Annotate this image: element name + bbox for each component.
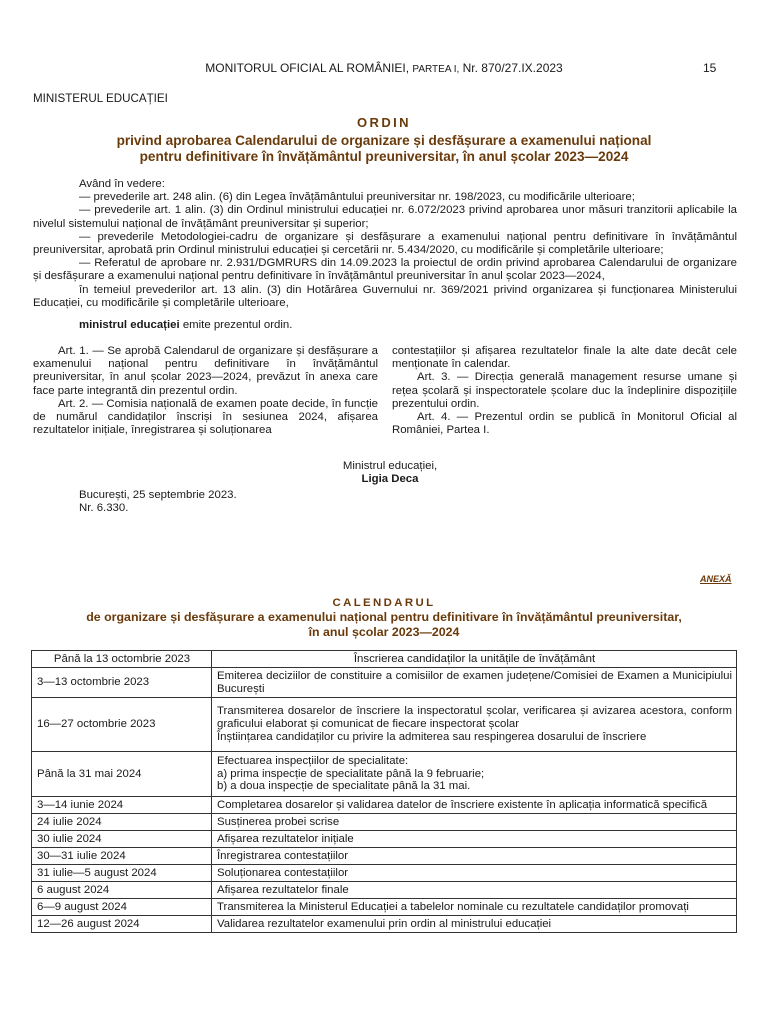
gazette-header — [0, 62, 768, 76]
calendar-date-cell: Până la 13 octombrie 2023 — [32, 651, 212, 668]
calendar-activity-cell — [212, 916, 737, 933]
calendar-date-cell: 24 iulie 2024 — [32, 814, 212, 831]
calendar-row — [32, 831, 737, 848]
calendar-activity-line: Transmiterea dosarelor de înscriere la inspectoratul școlar, verificarea și avizarea acestora, conform graficului elaborat și comunicat de fiecare inspectorat școlar — [217, 705, 732, 731]
articles-left-column — [33, 345, 378, 437]
calendar-row — [32, 668, 737, 698]
gazette-title: MONITORUL OFICIAL AL ROMÂNIEI, — [205, 61, 410, 75]
calendar-subtitle-line-2: în anul școlar 2023—2024 — [308, 624, 460, 639]
order-subtitle — [60, 133, 708, 165]
calendar-date-cell: 6 august 2024 — [32, 882, 212, 899]
calendar-date-cell: 3—14 iunie 2024 — [32, 797, 212, 814]
article-4: Art. 4. — Prezentul ordin se publică în Monitorul Oficial al României, Partea I. — [392, 411, 737, 437]
annex-label: ANEXĂ — [700, 574, 732, 584]
calendar-subtitle-line-1: de organizare și desfășurare a examenului național pentru definitivare în învățământul preuniversitar, — [86, 610, 682, 624]
calendar-row — [32, 865, 737, 882]
articles-right-column — [392, 345, 737, 437]
calendar-date-cell: 6—9 august 2024 — [32, 899, 212, 916]
calendar-activity-line: Înregistrarea contestațiilor — [217, 849, 349, 862]
calendar-activity-line: b) a doua inspecție de specialitate până la 31 mai. — [217, 780, 471, 793]
preamble-paragraph: Având în vedere: — [79, 178, 165, 190]
preamble-paragraph: — prevederile Metodologiei-cadru de organizare și desfășurare a examenului național pentru definitivare în învățământul preuniversitar, aprobată prin Ordinul ministrului educației și cercetării nr. 5.434/2020, cu modificările și completările ulterioare; — [33, 230, 737, 257]
preamble — [33, 178, 737, 310]
calendar-activity-line: Soluționarea contestațiilor — [217, 866, 349, 879]
calendar-activity-line: Validarea rezultatelor examenului prin ordin al ministrului educației — [217, 917, 552, 930]
calendar-activity-cell — [212, 848, 737, 865]
calendar-activity-cell — [212, 865, 737, 882]
calendar-row — [32, 899, 737, 916]
emits-subject: ministrul educației — [79, 319, 180, 331]
gazette-part: PARTEA I, — [412, 64, 460, 75]
calendar-activity-line: a) prima inspecție de specialitate până la 9 februarie; — [217, 767, 485, 780]
calendar-activity-line: Înștiințarea candidaților cu privire la admiterea sau respingerea dosarului de înscriere — [217, 730, 647, 743]
place-date-block — [79, 489, 237, 515]
calendar-activity-line: Înscrierea candidaților la unitățile de învățământ — [353, 652, 596, 665]
calendar-activity-cell — [212, 698, 737, 752]
preamble-paragraph: — prevederile art. 1 alin. (3) din Ordinul ministrului educației nr. 6.072/2023 privind aprobarea unor măsuri tranzitorii aplicabile la nivelul sistemului național de învățământ preuniversitar și superior; — [33, 204, 737, 230]
calendar-activity-line: Emiterea deciziilor de constituire a comisiilor de examen județene/Comisiei de Examen a Municipiului București — [217, 669, 732, 695]
calendar-row — [32, 752, 737, 797]
place-date: București, 25 septembrie 2023. — [79, 489, 237, 501]
calendar-activity-line: Completarea dosarelor și validarea datelor de înscriere existente în aplicația informatică specifică — [217, 798, 708, 811]
calendar-activity-line: Transmiterea la Ministerul Educației a tabelelor nominale cu rezultatele candidaților promovați — [217, 900, 689, 913]
calendar-activity-line: Susținerea probei scrise — [217, 815, 340, 828]
calendar-row — [32, 882, 737, 899]
calendar-date-cell: 3—13 octombrie 2023 — [32, 668, 212, 698]
emits-statement — [79, 319, 292, 332]
page-number: 15 — [703, 61, 717, 75]
gazette-issue: Nr. 870/27.IX.2023 — [462, 61, 563, 75]
calendar-title: CALENDARUL — [332, 597, 436, 609]
order-number: Nr. 6.330. — [79, 502, 129, 515]
calendar-activity-line: Afișarea rezultatelor inițiale — [217, 832, 354, 845]
calendar-activity-cell — [212, 797, 737, 814]
calendar-date-cell: 30 iulie 2024 — [32, 831, 212, 848]
order-subtitle-line-2: pentru definitivare în învățământul preuniversitar, în anul școlar 2023—2024 — [139, 149, 629, 164]
calendar-activity-cell — [212, 899, 737, 916]
emits-rest: emite prezentul ordin. — [179, 319, 293, 331]
calendar-activity-cell — [212, 668, 737, 698]
preamble-paragraph: — prevederile art. 248 alin. (6) din Legea învățământului preuniversitar nr. 198/2023, cu modificările ulterioare; — [79, 191, 635, 204]
calendar-date-cell: 16—27 octombrie 2023 — [32, 698, 212, 752]
calendar-activity-cell — [212, 814, 737, 831]
calendar-subtitle — [60, 610, 708, 639]
article-1: Art. 1. — Se aprobă Calendarul de organizare și desfășurare a examenului național pentru definitivare în învățământul preuniversitar, în anul școlar 2023—2024, prevăzut în anexa care face parte integrantă din prezentul ordin. — [33, 345, 378, 397]
calendar-activity-line: Efectuarea inspecțiilor de specialitate: — [217, 754, 409, 767]
order-subtitle-line-1: privind aprobarea Calendarului de organizare și desfășurare a examenului național — [116, 133, 652, 148]
preamble-paragraph: — Referatul de aprobare nr. 2.931/DGMRURS din 14.09.2023 la proiectul de ordin privind aprobarea Calendarului de organizare și desfășurare a examenului național pentru definitivare în învățământul preuniversitar în anul școlar 2023—2024, — [33, 257, 737, 283]
calendar-table — [31, 650, 737, 933]
calendar-activity-cell — [212, 651, 737, 668]
calendar-row — [32, 916, 737, 933]
article-2-continued: contestațiilor și afișarea rezultatelor finale la alte date decât cele menționate în calendar. — [392, 345, 737, 371]
calendar-date-cell: Până la 31 mai 2024 — [32, 752, 212, 797]
calendar-activity-cell — [212, 752, 737, 797]
signature-block — [0, 460, 768, 486]
calendar-row — [32, 797, 737, 814]
calendar-date-cell: 30—31 iulie 2024 — [32, 848, 212, 865]
calendar-activity-cell — [212, 882, 737, 899]
calendar-activity-line: Afișarea rezultatelor finale — [217, 883, 349, 896]
calendar-date-cell: 12—26 august 2024 — [32, 916, 212, 933]
issuer: MINISTERUL EDUCAȚIEI — [33, 92, 168, 105]
calendar-activity-cell — [212, 831, 737, 848]
calendar-date-cell: 31 iulie—5 august 2024 — [32, 865, 212, 882]
calendar-row — [32, 651, 737, 668]
article-3: Art. 3. — Direcția generală management resurse umane și rețea școlară și inspectoratele școlare duc la îndeplinire dispozițiile prezentului ordin. — [392, 371, 737, 410]
calendar-row — [32, 814, 737, 831]
order-title: ORDIN — [357, 115, 411, 130]
calendar-row — [32, 698, 737, 752]
calendar-row — [32, 848, 737, 865]
article-2: Art. 2. — Comisia națională de examen poate decide, în funcție de numărul candidaților înscriși în sesiunea 2024, afișarea rezultatelor inițiale, înregistrarea și soluționarea — [33, 397, 378, 437]
signature-name: Ligia Deca — [361, 473, 419, 486]
preamble-paragraph: în temeiul prevederilor art. 13 alin. (3) din Hotărârea Guvernului nr. 369/2021 privind organizarea și funcționarea Ministerului Educației, cu modificările și completările ulterioare, — [33, 283, 737, 309]
signature-role: Ministrul educației, — [342, 460, 438, 472]
